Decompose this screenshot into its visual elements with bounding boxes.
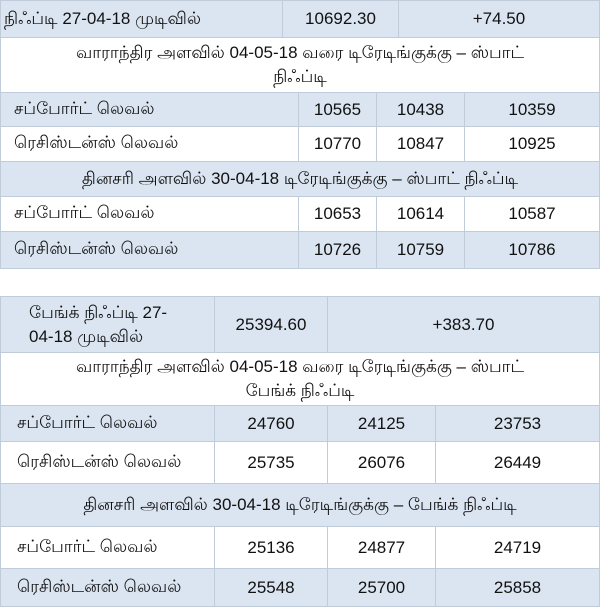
resistance-level-1: 10726 bbox=[299, 232, 377, 268]
support-label: சப்போர்ட் லெவல் bbox=[1, 406, 215, 441]
nifty-daily-title bbox=[1, 162, 599, 196]
support-level-3: 23753 bbox=[493, 413, 542, 433]
nifty-daily-resistance-row bbox=[1, 232, 599, 269]
support-label: சப்போர்ட் லெவல் bbox=[1, 197, 299, 231]
resistance-level-3: 10786 bbox=[508, 240, 556, 259]
bank-nifty-close-value: 25394.60 bbox=[215, 297, 328, 352]
resistance-level-1: 10770 bbox=[299, 127, 377, 161]
resistance-label: ரெசிஸ்டன்ஸ் லெவல் bbox=[1, 442, 215, 483]
nifty-summary-row bbox=[1, 1, 599, 38]
bank-nifty-daily-support-row bbox=[1, 527, 599, 569]
nifty-weekly-title-row bbox=[1, 38, 599, 93]
resistance-label: ரெசிஸ்டன்ஸ் லெவல் bbox=[1, 127, 299, 161]
weekly-title-line: வாராந்திர அளவில் 04-05-18 வரை டிரேடிங்குக்கு – ஸ்பாட் bbox=[75, 357, 525, 376]
bank-nifty-weekly-resistance-row bbox=[1, 442, 599, 484]
support-level-1: 24760 bbox=[215, 406, 328, 441]
resistance-level-3: 26449 bbox=[493, 452, 542, 472]
weekly-title-line: வாராந்திர அளவில் 04-05-18 வரை டிரேடிங்குக்கு – ஸ்பாட் bbox=[75, 43, 525, 62]
support-level-3: 10359 bbox=[508, 99, 556, 119]
support-level-2: 24125 bbox=[328, 406, 436, 441]
bank-nifty-summary-label bbox=[1, 297, 215, 352]
daily-title-line: தினசரி அளவில் 30-04-18 டிரேடிங்குக்கு – ஸ்பாட் நிஃப்டி bbox=[81, 169, 519, 188]
nifty-levels-table bbox=[0, 0, 600, 269]
support-level-2: 24877 bbox=[328, 527, 436, 568]
summary-label-line: நிஃப்டி 27-04-18 முடிவில் bbox=[4, 9, 201, 28]
nifty-summary-label bbox=[1, 1, 283, 37]
nifty-weekly-support-row bbox=[1, 93, 599, 127]
resistance-level-2: 25700 bbox=[328, 569, 436, 606]
resistance-level-1: 25735 bbox=[215, 442, 328, 483]
support-level-2: 10438 bbox=[377, 93, 465, 126]
bank-nifty-weekly-title bbox=[1, 353, 599, 405]
nifty-change-value: +74.50 bbox=[472, 9, 526, 28]
support-level-1: 10653 bbox=[299, 197, 377, 231]
bank-nifty-daily-title bbox=[1, 484, 599, 526]
support-label: சப்போர்ட் லெவல் bbox=[1, 527, 215, 568]
summary-label-line: பேங்க் நிஃப்டி 27- bbox=[29, 302, 168, 322]
support-label: சப்போர்ட் லெவல் bbox=[1, 93, 299, 126]
resistance-level-3: 10925 bbox=[508, 134, 556, 153]
support-level-1: 10565 bbox=[299, 93, 377, 126]
resistance-level-3: 25858 bbox=[493, 577, 542, 597]
bank-nifty-change-value: +383.70 bbox=[432, 314, 495, 334]
bank-nifty-daily-title-row bbox=[1, 484, 599, 527]
weekly-title-line: பேங்க் நிஃப்டி bbox=[245, 381, 355, 400]
nifty-daily-title-row bbox=[1, 162, 599, 197]
bank-nifty-weekly-title-row bbox=[1, 353, 599, 406]
support-level-2: 10614 bbox=[377, 197, 465, 231]
bank-nifty-levels-table bbox=[0, 296, 600, 607]
support-level-1: 25136 bbox=[215, 527, 328, 568]
resistance-label: ரெசிஸ்டன்ஸ் லெவல் bbox=[1, 569, 215, 606]
weekly-title-line: நிஃப்டி bbox=[273, 67, 327, 86]
bank-nifty-weekly-support-row bbox=[1, 406, 599, 442]
bank-nifty-summary-row bbox=[1, 297, 599, 353]
resistance-label: ரெசிஸ்டன்ஸ் லெவல் bbox=[1, 232, 299, 268]
nifty-close-value: 10692.30 bbox=[283, 1, 399, 37]
daily-title-line: தினசரி அளவில் 30-04-18 டிரேடிங்குக்கு – பேங்க் நிஃப்டி bbox=[83, 495, 517, 514]
nifty-daily-support-row bbox=[1, 197, 599, 232]
support-level-3: 10587 bbox=[508, 204, 556, 223]
summary-label-line: 04-18 முடிவில் bbox=[29, 326, 144, 346]
resistance-level-1: 25548 bbox=[215, 569, 328, 606]
resistance-level-2: 10847 bbox=[377, 127, 465, 161]
bank-nifty-daily-resistance-row bbox=[1, 569, 599, 607]
nifty-weekly-resistance-row bbox=[1, 127, 599, 162]
resistance-level-2: 10759 bbox=[377, 232, 465, 268]
resistance-level-2: 26076 bbox=[328, 442, 436, 483]
nifty-weekly-title bbox=[1, 38, 599, 92]
support-level-3: 24719 bbox=[493, 537, 542, 557]
